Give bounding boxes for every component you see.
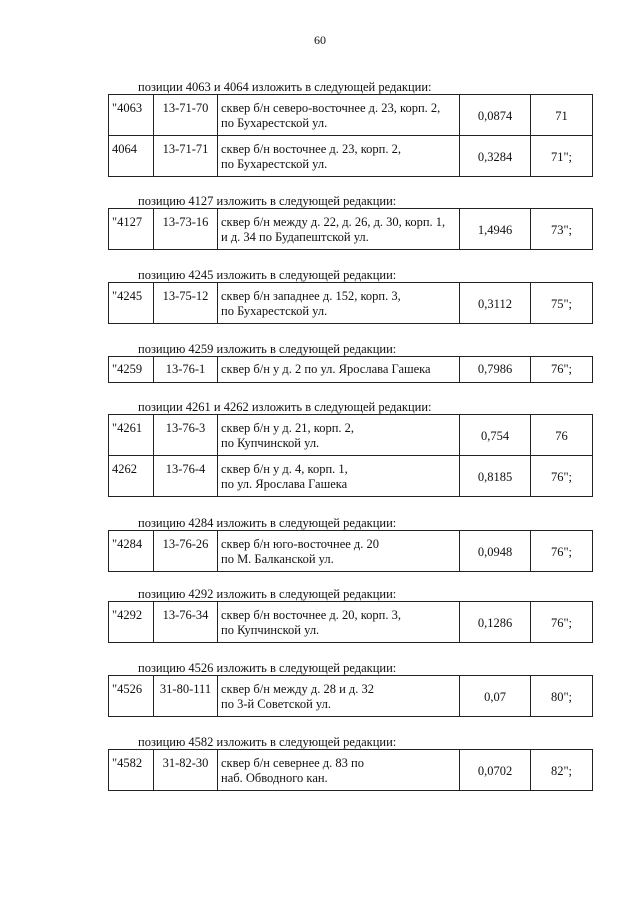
section-4063-4064: [108, 80, 593, 177]
description-line: сквер б/н западнее д. 152, корп. 3,: [221, 289, 401, 303]
position-number: "4292: [109, 602, 154, 643]
positions-table: [108, 601, 593, 643]
description-line: по Бухарестской ул.: [221, 116, 328, 130]
reference-number: 76";: [531, 357, 593, 383]
positions-table: [108, 675, 593, 717]
table-row: [109, 531, 593, 572]
position-number: "4284: [109, 531, 154, 572]
position-number: 4064: [109, 136, 154, 177]
description-line: по М. Балканской ул.: [221, 552, 334, 566]
table-row: [109, 95, 593, 136]
object-code: 13-76-34: [154, 602, 218, 643]
section-heading: позицию 4127 изложить в следующей редакции:: [138, 194, 397, 208]
area-value: 0,1286: [460, 602, 531, 643]
object-description: [218, 456, 460, 497]
area-value: 0,3112: [460, 283, 531, 324]
positions-table: [108, 94, 593, 177]
reference-number: 76";: [531, 531, 593, 572]
description-line: сквер б/н между д. 28 и д. 32: [221, 682, 375, 696]
position-number: "4063: [109, 95, 154, 136]
area-value: 1,4946: [460, 209, 531, 250]
table-row: [109, 750, 593, 791]
description-line: и д. 34 по Будапештской ул.: [221, 230, 369, 244]
table-row: [109, 209, 593, 250]
section-4292: [108, 587, 593, 643]
description-line: сквер б/н юго-восточнее д. 20: [221, 537, 380, 551]
section-heading: позицию 4292 изложить в следующей редакции:: [138, 587, 397, 601]
object-code: 13-76-4: [154, 456, 218, 497]
section-heading: позицию 4259 изложить в следующей редакции:: [138, 342, 397, 356]
positions-table: [108, 282, 593, 324]
description-line: сквер б/н северо-восточнее д. 23, корп. 2,: [221, 101, 441, 115]
reference-number: 75";: [531, 283, 593, 324]
object-description: [218, 95, 460, 136]
position-number: "4245: [109, 283, 154, 324]
description-line: сквер б/н восточнее д. 20, корп. 3,: [221, 608, 401, 622]
section-4259: [108, 342, 593, 383]
object-description: [218, 209, 460, 250]
section-4582: [108, 735, 593, 791]
section-heading: позиции 4261 и 4262 изложить в следующей редакции:: [138, 400, 432, 414]
description-line: по 3-й Советской ул.: [221, 697, 331, 711]
object-code: 31-80-111: [154, 676, 218, 717]
section-heading: позицию 4245 изложить в следующей редакции:: [138, 268, 397, 282]
table-row: [109, 283, 593, 324]
reference-number: 76";: [531, 456, 593, 497]
section-heading: позицию 4526 изложить в следующей редакции:: [138, 661, 397, 675]
section-heading: позицию 4284 изложить в следующей редакции:: [138, 516, 397, 530]
object-description: [218, 750, 460, 791]
area-value: 0,07: [460, 676, 531, 717]
table-row: [109, 415, 593, 456]
section-heading: позиции 4063 и 4064 изложить в следующей редакции:: [138, 80, 432, 94]
area-value: 0,754: [460, 415, 531, 456]
description-line: сквер б/н между д. 22, д. 26, д. 30, корп. 1,: [221, 215, 446, 229]
area-value: 0,0874: [460, 95, 531, 136]
positions-table: [108, 208, 593, 250]
position-number: 4262: [109, 456, 154, 497]
object-code: 13-71-71: [154, 136, 218, 177]
area-value: 0,0702: [460, 750, 531, 791]
section-4284: [108, 516, 593, 572]
positions-table: [108, 530, 593, 572]
section-4127: [108, 194, 593, 250]
table-row: [109, 357, 593, 383]
description-line: сквер б/н севернее д. 83 по: [221, 756, 364, 770]
object-code: 13-73-16: [154, 209, 218, 250]
area-value: 0,7986: [460, 357, 531, 383]
reference-number: 76";: [531, 602, 593, 643]
position-number: "4526: [109, 676, 154, 717]
position-number: "4582: [109, 750, 154, 791]
positions-table: [108, 414, 593, 497]
table-row: [109, 456, 593, 497]
page-number: 60: [314, 33, 326, 47]
table-row: [109, 676, 593, 717]
position-number: "4259: [109, 357, 154, 383]
object-description: [218, 136, 460, 177]
reference-number: 80";: [531, 676, 593, 717]
position-number: "4127: [109, 209, 154, 250]
description-line: по Купчинской ул.: [221, 623, 320, 637]
object-code: 13-71-70: [154, 95, 218, 136]
area-value: 0,0948: [460, 531, 531, 572]
section-4526: [108, 661, 593, 717]
table-row: [109, 136, 593, 177]
description-line: по ул. Ярослава Гашека: [221, 477, 348, 491]
positions-table: [108, 749, 593, 791]
description-line: наб. Обводного кан.: [221, 771, 328, 785]
object-description: [218, 676, 460, 717]
section-heading: позицию 4582 изложить в следующей редакции:: [138, 735, 397, 749]
object-code: 13-75-12: [154, 283, 218, 324]
reference-number: 76: [531, 415, 593, 456]
object-description: [218, 531, 460, 572]
object-description: [218, 602, 460, 643]
reference-number: 71";: [531, 136, 593, 177]
description-line: сквер б/н у д. 21, корп. 2,: [221, 421, 355, 435]
section-4245: [108, 268, 593, 324]
description-line: сквер б/н у д. 4, корп. 1,: [221, 462, 348, 476]
object-code: 13-76-1: [154, 357, 218, 383]
object-code: 31-82-30: [154, 750, 218, 791]
reference-number: 71: [531, 95, 593, 136]
description-line: по Бухарестской ул.: [221, 157, 328, 171]
reference-number: 73";: [531, 209, 593, 250]
description-line: по Бухарестской ул.: [221, 304, 328, 318]
object-description: [218, 283, 460, 324]
table-row: [109, 602, 593, 643]
description-line: сквер б/н восточнее д. 23, корп. 2,: [221, 142, 401, 156]
object-code: 13-76-26: [154, 531, 218, 572]
positions-table: [108, 356, 593, 383]
description-line: по Купчинской ул.: [221, 436, 320, 450]
position-number: "4261: [109, 415, 154, 456]
object-code: 13-76-3: [154, 415, 218, 456]
description-line: сквер б/н у д. 2 по ул. Ярослава Гашека: [221, 362, 431, 376]
object-description: [218, 357, 460, 383]
reference-number: 82";: [531, 750, 593, 791]
area-value: 0,8185: [460, 456, 531, 497]
section-4261-4262: [108, 400, 593, 497]
object-description: [218, 415, 460, 456]
area-value: 0,3284: [460, 136, 531, 177]
